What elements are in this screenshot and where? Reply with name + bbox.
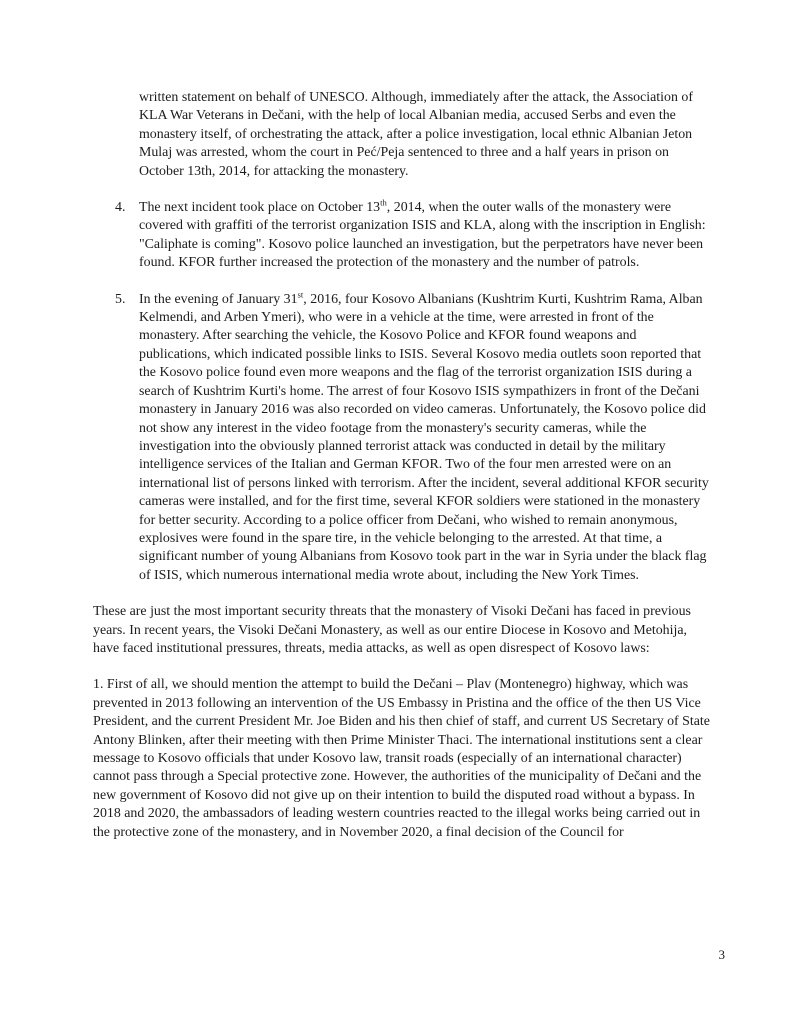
- ordinal-superscript: th: [380, 197, 387, 208]
- list-number: 4.: [115, 200, 126, 216]
- paragraph-text: 1. First of all, we should mention the attempt to build the Dečani – Plav (Montenegro) highway, which was prevented in 2013 following an intervention of the US Embassy in Pristina and the office of the then US Vice President, and the current President Mr. Joe Biden and his then chief of staff, and current US Secretary of State Antony Blinken, after their meeting with then Prime Minister Thaci. The international institutions sent a clear message to Kosovo officials that under Kosovo law, transit roads (especially of an international character) cannot pass through a Special protective zone. However, the authorities of the municipality of Dečani and the new government of Kosovo did not give up on their intention to build the disputed road without a bypass. In 2018 and 2020, the ambassadors of leading western countries reacted to the illegal works being carried out in the protective zone of the monastery, and in November 2020, a final decision of the Council for: [93, 677, 710, 840]
- document-body: [93, 89, 711, 842]
- paragraph-continuation: [139, 89, 711, 181]
- ordinal-superscript: st: [297, 289, 304, 300]
- page-number: 3: [718, 946, 725, 962]
- list-number: 5.: [115, 291, 126, 307]
- list-item-text-segment: In the evening of January 31: [139, 291, 298, 307]
- list-item-text-segment: , 2016, four Kosovo Albanians (Kushtrim Kurti, Kushtrim Rama, Alban Kelmendi, and Arben Ymeri), who were in a vehicle at the time, were arrested in front of the monastery. After searching the vehicle, the Kosovo Police and KFOR found weapons and publications, which indicated possible links to ISIS. Several Kosovo media outlets soon reported that the Kosovo police found even more weapons and the flag of the terrorist organization ISIS during a search of Kushtrim Kurti's home. The arrest of four Kosovo ISIS sympathizers in front of the Dečani monastery in January 2016 was also recorded on video cameras. Unfortunately, the Kosovo police did not show any interest in the video footage from the monastery's security cameras, while the investigation into the obviously planned terrorist attack was conducted in detail by the military intelligence services of the Italian and German KFOR. Two of the four men arrested were on an international list of persons linked with terrorism. After the incident, several additional KFOR security cameras were installed, and for the first time, several KFOR soldiers were stationed in the monastery for better security. According to a police officer from Dečani, who wished to remain anonymous, explosives were found in the spare tire, in the vehicle belonging to the arrested. At that time, a significant number of young Albanians from Kosovo took part in the war in Syria under the black flag of ISIS, which numerous international media wrote about, including the New York Times.: [139, 291, 709, 583]
- paragraph-text: These are just the most important security threats that the monastery of Visoki Dečani has faced in previous years. In recent years, the Visoki Dečani Monastery, as well as our entire Diocese in Kosovo and Metohija, have faced institutional pressures, threats, media attacks, as well as open disrespect of Kosovo laws:: [93, 604, 691, 656]
- list-item-text-segment: , 2014, when the outer walls of the monastery were covered with graffiti of the terrorist organization ISIS and KLA, along with the inscription in English: "Caliphate is coming". Kosovo police launched an investigation, but the perpetrators have never been found. KFOR further increased the protection of the monastery and the number of patrols.: [139, 200, 706, 271]
- list-item-text-segment: The next incident took place on October 13: [139, 200, 381, 216]
- paragraph-first-of-all: [93, 676, 711, 842]
- paragraph-summary: [93, 603, 711, 658]
- list-item-4: [93, 199, 711, 273]
- list-item-5: [93, 291, 711, 586]
- list-item-text: [139, 291, 711, 586]
- list-item-text: [139, 199, 711, 273]
- paragraph-text: written statement on behalf of UNESCO. Although, immediately after the attack, the Association of KLA War Veterans in Dečani, with the help of local Albanian media, accused Serbs and even the monastery itself, of orchestrating the attack, after a police investigation, local ethnic Albanian Jeton Mulaj was arrested, whom the court in Peć/Peja sentenced to three and a half years in prison on October 13th, 2014, for attacking the monastery.: [139, 90, 693, 179]
